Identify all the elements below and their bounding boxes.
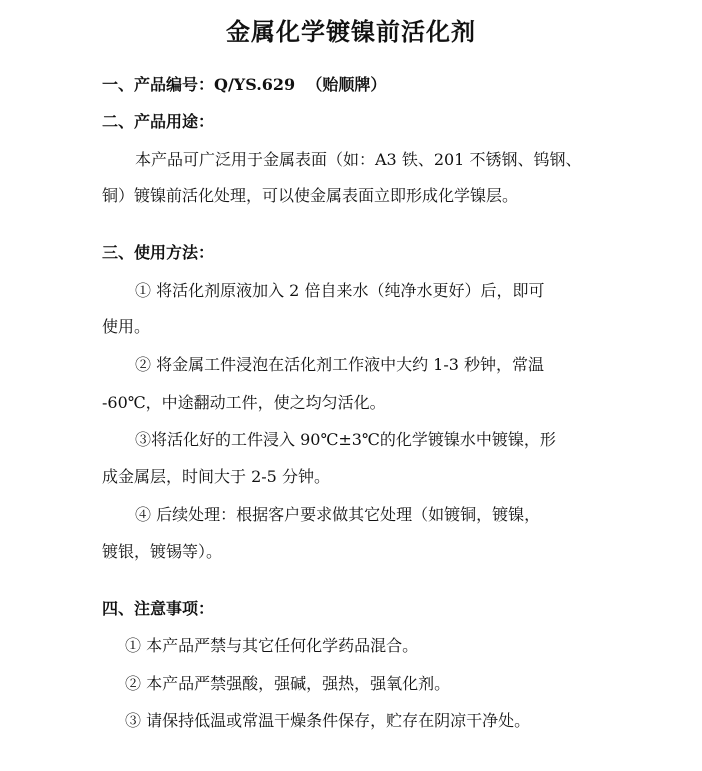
section2-heading: 二、产品用途： <box>102 112 215 131</box>
method-line-5: ③将活化好的工件浸入 90℃±3℃的化学镀镍水中镀镍，形 <box>135 430 556 449</box>
notice-line-3: ③ 请保持低温或常温干燥条件保存，贮存在阴凉干净处。 <box>125 711 531 730</box>
method-line-2: 使用。 <box>102 317 151 336</box>
usage-line-1: 本产品可广泛用于金属表面（如：A3 铁、201 不锈钢、钨钢、 <box>135 150 582 169</box>
section3-heading: 三、使用方法： <box>102 243 215 262</box>
notice-line-1: ① 本产品严禁与其它任何化学药品混合。 <box>125 636 419 655</box>
method-line-1: ① 将活化剂原液加入 2 倍自来水（纯净水更好）后，即可 <box>135 281 545 300</box>
method-line-3: ② 将金属工件浸泡在活化剂工作液中大约 1-3 秒钟，常温 <box>135 355 545 374</box>
document-title: 金属化学镀镍前活化剂 <box>226 17 476 46</box>
method-line-8: 镀银，镀锡等）。 <box>102 542 223 561</box>
product-code: Q/YS.629 <box>214 75 296 94</box>
section1-heading: 一、产品编号： <box>102 75 215 94</box>
section4-heading: 四、注意事项： <box>102 599 215 618</box>
usage-line-2: 铜）镀镍前活化处理，可以使金属表面立即形成化学镍层。 <box>102 186 519 205</box>
method-line-7: ④ 后续处理：根据客户要求做其它处理（如镀铜，镀镍， <box>135 505 541 524</box>
notice-line-2: ② 本产品严禁强酸，强碱，强热，强氧化剂。 <box>125 674 451 693</box>
brand-name: （贻顺牌） <box>306 75 387 94</box>
method-line-4: -60℃，中途翻动工件，使之均匀活化。 <box>102 393 386 412</box>
method-line-6: 成金属层，时间大于 2-5 分钟。 <box>102 467 330 486</box>
section1-row <box>102 75 386 95</box>
